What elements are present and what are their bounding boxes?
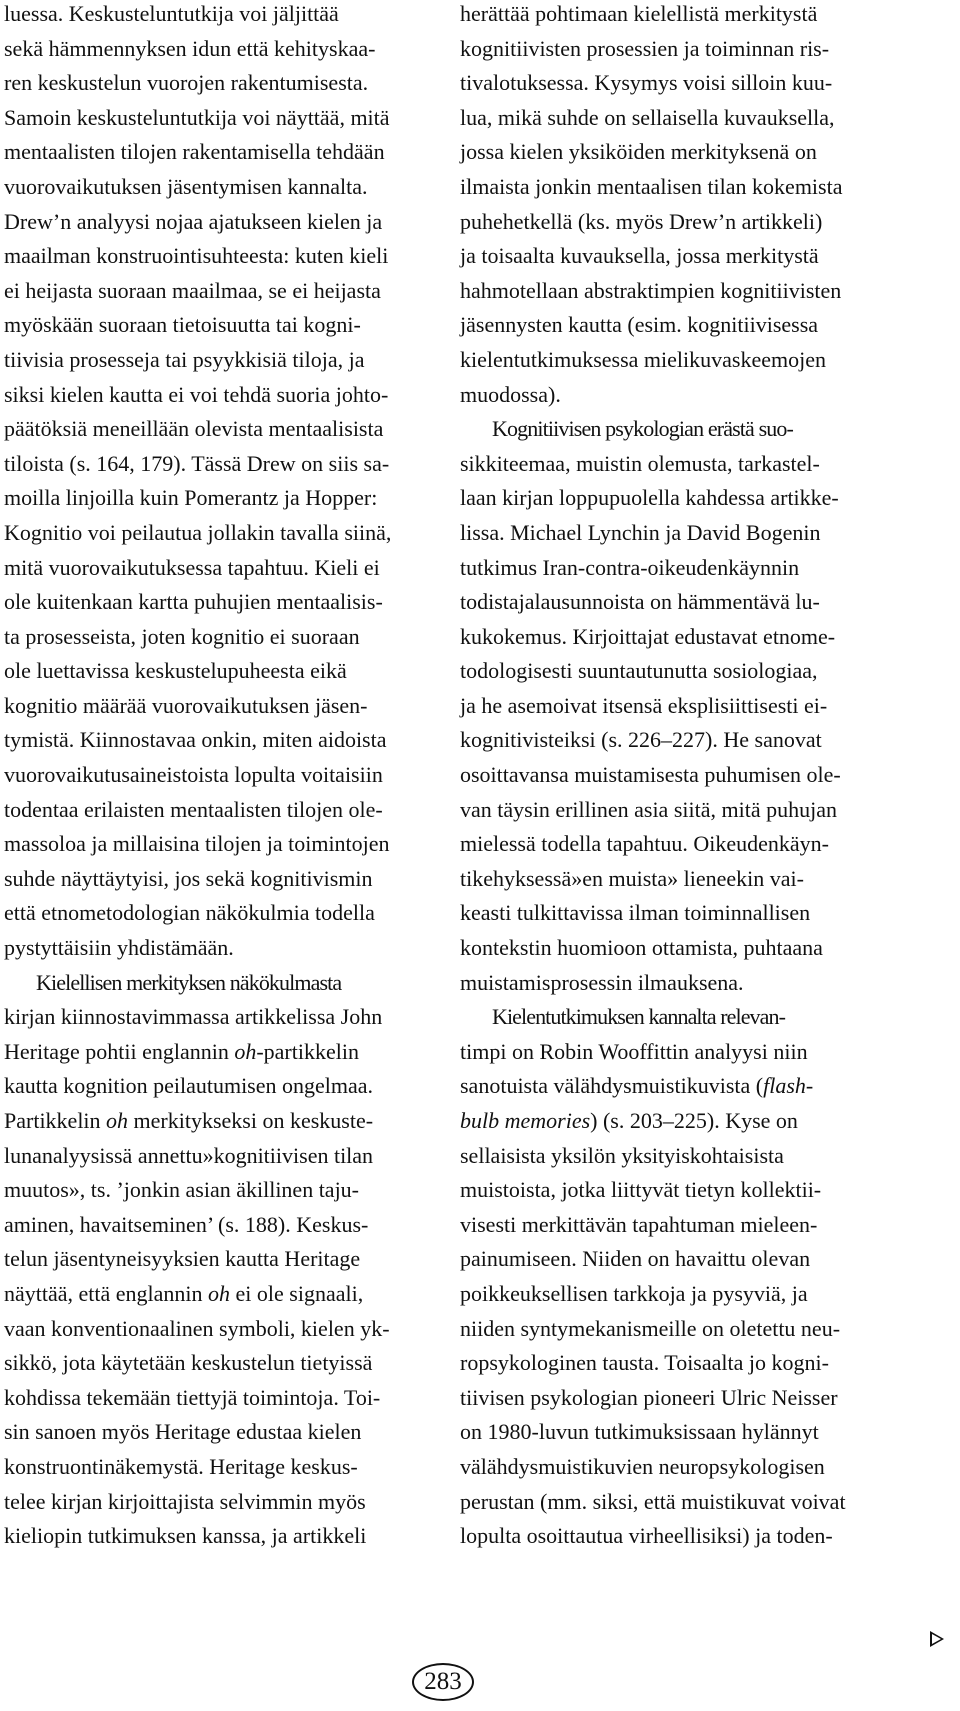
text-line: että etnometodologian näkökulmia todella xyxy=(4,900,375,926)
text-line: ilmaista jonkin mentaalisen tilan kokemista xyxy=(460,173,843,199)
text-line: tiivisen psykologian pioneeri Ulric Neisser xyxy=(460,1384,838,1410)
text-line: laan kirjan loppupuolella kahdessa artikke- xyxy=(460,485,839,511)
text-line: maailman konstruointisuhteesta: kuten kieli xyxy=(4,243,389,269)
text-line: on 1980-luvun tutkimuksissaan hylännyt xyxy=(460,1419,819,1445)
text-line: ren keskustelun vuorojen rakentumisesta. xyxy=(4,70,369,96)
text-line: todistajalausunnoista on hämmentävä lu- xyxy=(460,589,820,615)
text-line: ropsykologinen tausta. Toisaalta jo kogni- xyxy=(460,1350,829,1376)
text-line: todologisesti suuntautunutta sosiologiaa, xyxy=(460,658,818,684)
text-line: tikehyksessä»en muista» lieneekin vai- xyxy=(460,865,804,891)
text-line: sanotuista välähdysmuistikuvista (flash- xyxy=(460,1073,814,1099)
text-line: muutos», ts. ’jonkin asian äkillinen taju- xyxy=(4,1177,360,1203)
text-line: ei heijasta suoraan maailmaa, se ei heijasta xyxy=(4,277,381,303)
text-line: mielessä todella tapahtuu. Oikeudenkäyn- xyxy=(460,831,829,857)
text-line: ja he asemoivat itsensä eksplisiittisesti ei- xyxy=(460,692,828,718)
text-line: moilla linjoilla kuin Pomerantz ja Hopper: xyxy=(4,485,378,511)
text-line: telun jäsentyneisyyksien kautta Heritage xyxy=(4,1246,361,1272)
text-line: Kielentutkimuksen kannalta relevan- xyxy=(492,1004,785,1030)
text-line: kohdissa tekemään tiettyjä toimintoja. Toi- xyxy=(4,1384,381,1410)
text-line: kirjan kiinnostavimmassa artikkelissa John xyxy=(4,1004,383,1030)
text-line: mitä vuorovaikutuksessa tapahtuu. Kieli ei xyxy=(4,554,380,580)
text-line: päätöksiä meneillään olevista mentaalisista xyxy=(4,416,384,442)
text-line: suhde näyttäytyisi, jos sekä kognitivismin xyxy=(4,865,373,891)
text-line: aminen, havaitseminen’ (s. 188). Keskus- xyxy=(4,1211,369,1237)
text-line: lua, mikä suhde on sellaisella kuvauksella, xyxy=(460,104,835,130)
text-line: muodossa). xyxy=(460,381,561,407)
text-line: muistoista, jotka liittyvät tietyn kollektii- xyxy=(460,1177,822,1203)
text-line: kautta kognition peilautumisen ongelmaa. xyxy=(4,1073,374,1099)
text-line: massoloa ja millaisina tilojen ja toimintojen xyxy=(4,831,390,857)
left-column xyxy=(4,0,444,1554)
text-line: jossa kielen yksiköiden merkityksenä on xyxy=(460,139,817,165)
text-line: näyttää, että englannin oh ei ole signaali, xyxy=(4,1280,364,1306)
text-line: vaan konventionaalinen symboli, kielen yk- xyxy=(4,1315,390,1341)
text-line: keasti tulkittavissa ilman toiminnallisen xyxy=(460,900,811,926)
text-line: sekä hämmennyksen idun että kehityskaa- xyxy=(4,35,376,61)
text-line: sikkö, jota käytetään keskustelun tietyissä xyxy=(4,1350,373,1376)
text-line: Kognitiivisen psykologian erästä suo- xyxy=(492,416,794,442)
text-line: ja toisaalta kuvauksella, jossa merkitystä xyxy=(460,243,819,269)
text-line: Kognitio voi peilautua jollakin tavalla siinä, xyxy=(4,519,392,545)
text-line: jäsennysten kautta (esim. kognitiivisessa xyxy=(460,312,819,338)
text-line: ole luettavissa keskustelupuheesta eikä xyxy=(4,658,347,684)
italic-term: oh xyxy=(234,1038,257,1064)
text-line: kognitio määrää vuorovaikutuksen jäsen- xyxy=(4,692,368,718)
text-line: telee kirjan kirjoittajista selvimmin myös xyxy=(4,1488,366,1514)
text-line: kielentutkimuksessa mielikuvaskeemojen xyxy=(460,346,826,372)
right-column xyxy=(460,0,900,1554)
text-line: bulb memories) (s. 203–225). Kyse on xyxy=(460,1108,798,1133)
italic-term: oh xyxy=(208,1280,231,1306)
text-line: lunanalyysissä annettu»kognitiivisen tilan xyxy=(4,1142,374,1168)
text-line: niiden syntymekanismeille on oletettu neu- xyxy=(460,1315,841,1341)
text-line: Kielellisen merkityksen näkökulmasta xyxy=(36,969,342,995)
text-line: vuorovaikutusaineistoista lopulta voitaisiin xyxy=(4,762,383,788)
text-line: tutkimus Iran-contra-oikeudenkäynnin xyxy=(460,554,800,580)
text-line: Heritage pohtii englannin oh-partikkelin xyxy=(4,1038,359,1064)
page-number-text: 283 xyxy=(424,1668,462,1695)
italic-term: flash- xyxy=(763,1073,814,1099)
text-line: pystyttäisiin yhdistämään. xyxy=(4,935,234,961)
text-line: perustan (mm. siksi, että muistikuvat voivat xyxy=(460,1488,846,1514)
continue-arrow-icon xyxy=(930,1631,944,1647)
text-line: myöskään suoraan tietoisuutta tai kogni- xyxy=(4,312,361,338)
text-line: puhehetkellä (ks. myös Drew’n artikkeli) xyxy=(460,208,823,234)
text-line: Partikkelin oh merkitykseksi on keskuste- xyxy=(4,1108,374,1133)
text-line: vuorovaikutuksen jäsentymisen kannalta. xyxy=(4,173,368,199)
text-line: visesti merkittävän tapahtuman mieleen- xyxy=(460,1211,818,1237)
text-line: timpi on Robin Wooffittin analyysi niin xyxy=(460,1038,808,1064)
text-line: painumiseen. Niiden on havaittu olevan xyxy=(460,1246,811,1272)
text-line: todentaa erilaisten mentaalisten tilojen ole- xyxy=(4,796,383,822)
text-line: Samoin keskusteluntutkija voi näyttää, mitä xyxy=(4,104,390,130)
text-line: kognitiivisten prosessien ja toiminnan ris- xyxy=(460,35,830,61)
text-line: luessa. Keskusteluntutkija voi jäljittää xyxy=(4,1,339,26)
text-line: sin sanoen myös Heritage edustaa kielen xyxy=(4,1419,362,1445)
text-line: lissa. Michael Lynchin ja David Bogenin xyxy=(460,519,821,545)
text-line: siksi kielen kautta ei voi tehdä suoria johto- xyxy=(4,381,389,407)
text-line: kontekstin huomioon ottamista, puhtaana xyxy=(460,935,823,961)
text-line: tymistä. Kiinnostavaa onkin, miten aidoista xyxy=(4,727,387,753)
text-line: tivalotuksessa. Kysymys voisi silloin kuu- xyxy=(460,70,833,96)
text-line: van täysin erillinen asia siitä, mitä puhujan xyxy=(460,796,837,822)
text-line: konstruontinäkemystä. Heritage keskus- xyxy=(4,1453,358,1479)
italic-term: oh xyxy=(106,1108,129,1133)
italic-term: bulb memories xyxy=(460,1108,591,1133)
text-line: mentaalisten tilojen rakentamisella tehdään xyxy=(4,139,385,165)
text-line: tiloista (s. 164, 179). Tässä Drew on siis sa- xyxy=(4,450,390,476)
text-line: lopulta osoittautua virheellisiksi) ja toden- xyxy=(460,1523,833,1549)
text-line: tiivisia prosesseja tai psyykkisiä tiloja, ja xyxy=(4,346,365,372)
text-line: poikkeuksellisen tarkkoja ja pysyviä, ja xyxy=(460,1280,808,1306)
text-line: ta prosesseista, joten kognitio ei suoraan xyxy=(4,623,360,649)
text-line: osoittavansa muistamisesta puhumisen ole- xyxy=(460,762,841,788)
page-number xyxy=(412,1663,474,1701)
text-line: kieliopin tutkimuksen kanssa, ja artikkeli xyxy=(4,1523,367,1549)
text-line: sellaisista yksilön yksityiskohtaisista xyxy=(460,1142,784,1168)
text-line: välähdysmuistikuvien neuropsykologisen xyxy=(460,1453,825,1479)
text-line: Drew’n analyysi nojaa ajatukseen kielen ja xyxy=(4,208,383,234)
text-line: kognitivisteiksi (s. 226–227). He sanovat xyxy=(460,727,822,753)
text-line: hahmotellaan abstraktimpien kognitiivisten xyxy=(460,277,842,303)
text-line: sikkiteemaa, muistin olemusta, tarkastel- xyxy=(460,450,820,476)
text-line: ole kuitenkaan kartta puhujien mentaalisis- xyxy=(4,589,383,615)
text-line: herättää pohtimaan kielellistä merkitystä xyxy=(460,1,818,26)
text-line: kukokemus. Kirjoittajat edustavat etnome- xyxy=(460,623,836,649)
text-line: muistamisprosessin ilmauksena. xyxy=(460,969,744,995)
